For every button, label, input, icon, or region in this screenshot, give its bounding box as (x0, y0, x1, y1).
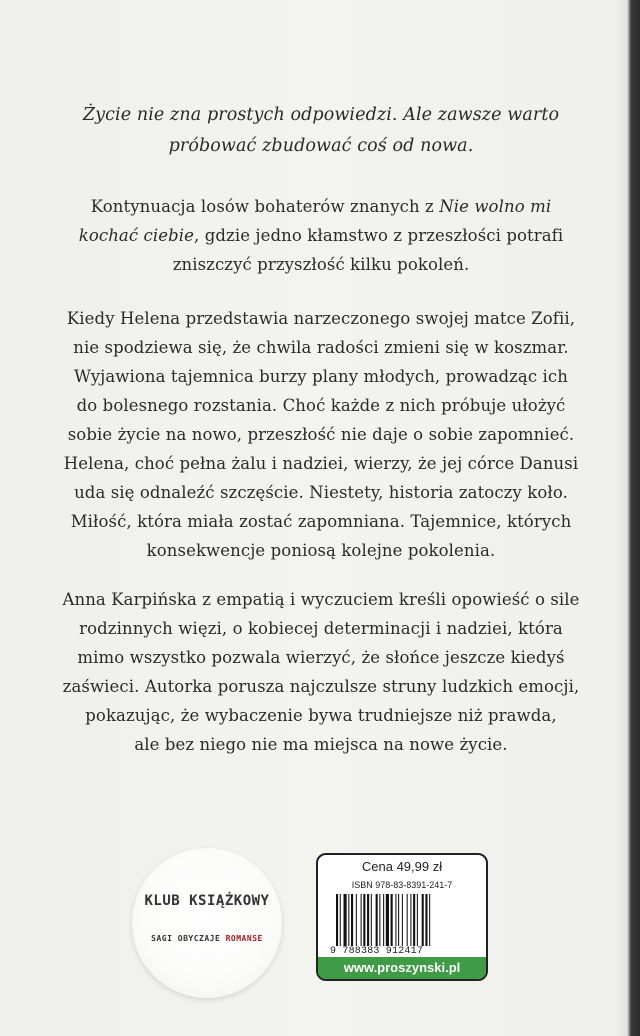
plot-line: uda się odnaleźć szczęście. Niestety, historia zatoczy koło. (74, 483, 568, 502)
price-label: Cena 49,99 zł (361, 859, 443, 874)
barcode-bar (391, 894, 393, 946)
plot-line: Helena, choć pełna żalu i nadziei, wierzy, że jej córce Danusi (63, 454, 579, 473)
barcode-bar (413, 894, 415, 946)
barcode-bar (351, 894, 353, 946)
author-line: pokazując, że wybaczenie bywa trudniejsze niż prawda, (85, 706, 557, 725)
barcode-bar (402, 894, 403, 946)
author-line: ale bez niego nie ma miejsca na nowe życie. (134, 735, 508, 754)
barcode-bar (371, 894, 372, 946)
barcode-bar (422, 894, 424, 946)
barcode-graphic (334, 894, 472, 946)
book-club-subtitle (132, 934, 282, 943)
book-club-genre-accent: ROMANSE (225, 934, 263, 943)
intro-line-1-prefix: Kontynuacja losów bohaterów znanych z (90, 197, 440, 216)
tagline-line-1: Życie nie zna prostych odpowiedzi. Ale zawsze warto (82, 105, 560, 125)
barcode-bar (361, 894, 362, 946)
intro-paragraph (52, 192, 590, 279)
isbn-label: ISBN 978-83-8391-241-7 (351, 880, 453, 890)
book-club-title: KLUB KSIĄŻKOWY (144, 893, 270, 909)
barcode-bar (367, 894, 369, 946)
barcode-bar (344, 894, 347, 946)
author-line: Anna Karpińska z empatią i wyczuciem kreśli opowieść o sile (62, 590, 580, 609)
author-line: rodzinnych więzi, o kobiecej determinacji i nadziei, która (79, 619, 563, 638)
barcode-bar (348, 894, 349, 946)
tagline (52, 100, 590, 162)
author-paragraph (52, 585, 590, 759)
price-isbn-box (316, 853, 488, 981)
book-title-part-1: Nie wolno mi (439, 197, 552, 216)
author-line: zaświeci. Autorka porusza najczulsze struny ludzkich emocji, (62, 677, 580, 696)
plot-line: do bolesnego rozstania. Choć każde z nich próbuje ułożyć (76, 396, 566, 415)
barcode-bar (398, 894, 399, 946)
barcode-bar (383, 894, 384, 946)
book-club-genres: SAGI OBYCZAJE (151, 934, 226, 943)
barcode-bar (386, 894, 389, 946)
barcode-bar (363, 894, 365, 946)
tagline-line-2: próbować zbudować coś od nowa. (168, 136, 474, 156)
plot-line: nie spodziewa się, że chwila radości zmieni się w koszmar. (73, 338, 569, 357)
barcode-bar (340, 894, 341, 946)
plot-paragraph (52, 304, 590, 565)
barcode-bar (336, 894, 338, 946)
barcode-bar (429, 894, 430, 946)
intro-line-2-rest: , gdzie jedno kłamstwo z przeszłości potrafi (194, 226, 564, 245)
publisher-url[interactable]: www.proszynski.pl (318, 957, 486, 979)
plot-line: Kiedy Helena przedstawia narzeczonego swojej matce Zofii, (66, 309, 576, 328)
author-line: mimo wszystko pozwala wierzyć, że słońce jeszcze kiedyś (77, 648, 565, 667)
barcode-digits: 9 788383 912417 (330, 946, 424, 957)
barcode-bar (417, 894, 418, 946)
barcode-bar (407, 894, 408, 946)
intro-line-2 (52, 221, 590, 250)
barcode-bar (425, 894, 427, 946)
plot-line: sobie życie na nowo, przeszłość nie daje o sobie zapomnieć. (67, 425, 575, 444)
barcode-bar (410, 894, 411, 946)
plot-line: Miłość, która miała zostać zapomniana. Tajemnice, których (70, 512, 572, 531)
barcode-bar (395, 894, 396, 946)
book-title-part-2: kochać ciebie (78, 226, 195, 245)
book-club-badge (132, 848, 282, 998)
barcode-bar (379, 894, 380, 946)
plot-line: Wyjawiona tajemnica burzy plany młodych, prowadząc ich (74, 367, 568, 386)
barcode-bar (376, 894, 378, 946)
intro-line-1 (52, 192, 590, 221)
intro-line-3: zniszczyć przyszłość kilku pokoleń. (172, 255, 470, 274)
plot-line: konsekwencje poniosą kolejne pokolenia. (146, 541, 496, 560)
barcode-bar (356, 894, 357, 946)
